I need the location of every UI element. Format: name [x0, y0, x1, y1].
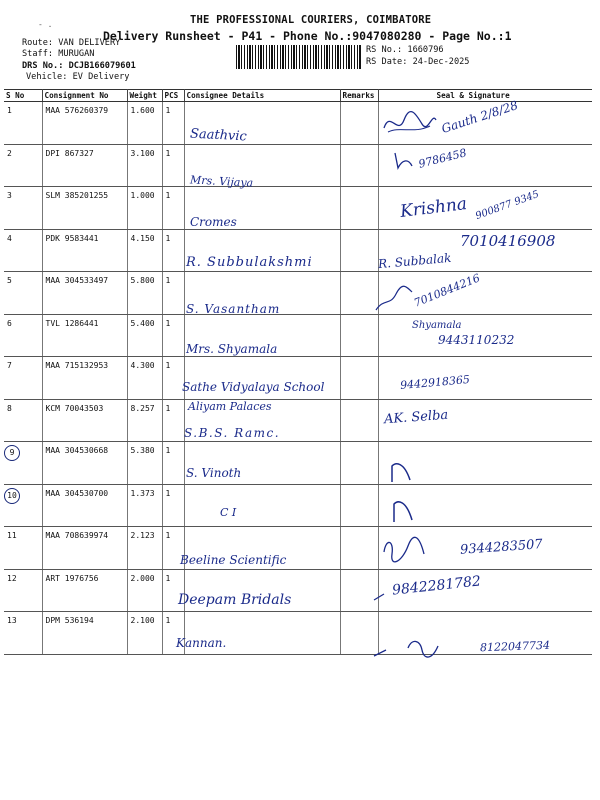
row-weight: 2.000: [127, 569, 162, 612]
row-consignment: TVL 1286441: [42, 314, 127, 357]
row-consignment: MAA 576260379: [42, 102, 127, 145]
row-consignment: ART 1976756: [42, 569, 127, 612]
row-consignment: MAA 715132953: [42, 357, 127, 400]
row-pcs: 1: [162, 612, 184, 655]
row-sno: 4: [4, 229, 42, 272]
row-weight: 2.100: [127, 612, 162, 655]
row-sno: 13: [4, 612, 42, 655]
hw-consignee-11: C I: [220, 506, 237, 519]
row-sno: 10: [4, 484, 42, 527]
row-pcs: 1: [162, 527, 184, 570]
row-pcs: 1: [162, 357, 184, 400]
row-consignment: DPI 867327: [42, 144, 127, 187]
signature-scribble-12: [380, 532, 458, 566]
col-signature: Seal & Signature: [378, 90, 592, 102]
row-pcs: 1: [162, 569, 184, 612]
row-consignment: MAA 708639974: [42, 527, 127, 570]
row-weight: 4.300: [127, 357, 162, 400]
runsheet-title: Delivery Runsheet - P41 - Phone No.:9047080280 - Page No.:1: [103, 29, 512, 43]
row-weight: 3.100: [127, 144, 162, 187]
row-sno: 2: [4, 144, 42, 187]
hw-signature-12: 9344283507: [459, 537, 544, 558]
row-sno: 11: [4, 527, 42, 570]
row-consignment: SLM 385201255: [42, 187, 127, 230]
row-consignment: MAA 304530668: [42, 442, 127, 485]
hw-signature-9: AK. Selba: [383, 407, 449, 428]
hw-consignee-14: Kannan.: [176, 636, 227, 650]
hw-consignee-6: S. Vasantham: [186, 302, 281, 316]
row-weight: 1.600: [127, 102, 162, 145]
hw-signature-5: R. Subbalak: [377, 250, 452, 272]
row-weight: 5.380: [127, 442, 162, 485]
hw-signature-8: 9442918365: [399, 372, 471, 393]
hw-signature-3-num: 900877 9345: [474, 188, 541, 223]
hw-consignee-3: Mrs. Vijaya: [189, 173, 254, 190]
row-weight: 8.257: [127, 399, 162, 442]
row-weight: 4.150: [127, 229, 162, 272]
row-pcs: 1: [162, 399, 184, 442]
col-remarks: Remarks: [340, 90, 378, 102]
route-text: Route: VAN DELIVERY: [22, 38, 121, 48]
signature-scribble-10: [388, 460, 414, 484]
row-pcs: 1: [162, 484, 184, 527]
signature-scribble-14: [372, 632, 468, 662]
hw-signature-7-name: Shyamala: [412, 320, 462, 331]
row-weight: 2.123: [127, 527, 162, 570]
hw-signature-3-name: Krishna: [399, 193, 469, 223]
row-pcs: 1: [162, 144, 184, 187]
signature-scribble-2: [392, 150, 416, 172]
hw-signature-14: 8122047734: [479, 638, 551, 655]
row-consignment: KCM 70043503: [42, 399, 127, 442]
table-row: [4, 144, 592, 187]
hw-signature-6: 7010844216: [412, 271, 482, 310]
row-consignment: DPM 536194: [42, 612, 127, 655]
row-pcs: 1: [162, 102, 184, 145]
row-pcs: 1: [162, 314, 184, 357]
hw-signature-13: 9842281782: [391, 573, 482, 599]
row-weight: 1.000: [127, 187, 162, 230]
row-pcs: 1: [162, 187, 184, 230]
stray-mark: - .: [38, 20, 53, 29]
signature-scribble-11: [390, 498, 416, 524]
hw-signature-1: Gauth 2/8/28: [439, 98, 520, 136]
row-weight: 5.400: [127, 314, 162, 357]
row-consignment: PDK 9583441: [42, 229, 127, 272]
hw-consignee-7: Mrs. Shyamala: [186, 342, 278, 356]
col-sno: S No: [4, 90, 42, 102]
hw-signature-4: 7010416908: [460, 232, 556, 250]
staff-text: Staff: MURUGAN: [22, 49, 95, 59]
hw-consignee-13: Deepam Bridals: [178, 592, 292, 608]
hw-consignee-12: Beeline Scientific: [180, 553, 287, 567]
col-consignment: Consignment No: [42, 90, 127, 102]
row-sno: 8: [4, 399, 42, 442]
hw-consignee-5: R. Subbulakshmi: [186, 255, 313, 270]
signature-scribble-1: [380, 108, 440, 138]
hw-consignee-10: S. Vinoth: [186, 466, 242, 480]
table-row: [4, 442, 592, 485]
row-sno: 9: [4, 442, 42, 485]
hw-consignee-2: Saathvic: [189, 126, 248, 145]
row-sno: 6: [4, 314, 42, 357]
runsheet-table: [4, 89, 592, 655]
hw-signature-7-num: 9443110232: [438, 333, 515, 347]
table-row: [4, 272, 592, 315]
hw-consignee-8b: Aliyam Palaces: [188, 400, 272, 413]
table-row: [4, 484, 592, 527]
row-pcs: 1: [162, 229, 184, 272]
row-sno: 3: [4, 187, 42, 230]
row-weight: 1.373: [127, 484, 162, 527]
hw-consignee-9: S.B.S. Ramc.: [184, 426, 281, 440]
table-header-row: [4, 90, 592, 102]
drs-text: DRS No.: DCJB166079601: [22, 61, 136, 71]
hw-consignee-4: Cromes: [190, 215, 237, 229]
signature-scribble-6: [374, 284, 414, 314]
col-pcs: PCS: [162, 90, 184, 102]
company-title: THE PROFESSIONAL COURIERS, COIMBATORE: [190, 14, 432, 26]
row-pcs: 1: [162, 272, 184, 315]
row-sno: 12: [4, 569, 42, 612]
hw-signature-2: 9786458: [417, 146, 468, 171]
row-consignment: MAA 304530700: [42, 484, 127, 527]
row-consignment: MAA 304533497: [42, 272, 127, 315]
col-weight: Weight: [127, 90, 162, 102]
barcode: [236, 45, 362, 69]
row-sno: 5: [4, 272, 42, 315]
vehicle-text: Vehicle: EV Delivery: [26, 72, 130, 82]
col-consignee: Consignee Details: [184, 90, 340, 102]
hw-consignee-8a: Sathe Vidyalaya School: [182, 380, 325, 394]
signature-scribble-13: [372, 590, 392, 604]
rs-date: RS Date: 24-Dec-2025: [366, 57, 470, 67]
row-weight: 5.800: [127, 272, 162, 315]
table-row: [4, 569, 592, 612]
row-pcs: 1: [162, 442, 184, 485]
rs-number: RS No.: 1660796: [366, 45, 444, 55]
row-sno: 1: [4, 102, 42, 145]
table-row: [4, 399, 592, 442]
row-sno: 7: [4, 357, 42, 400]
